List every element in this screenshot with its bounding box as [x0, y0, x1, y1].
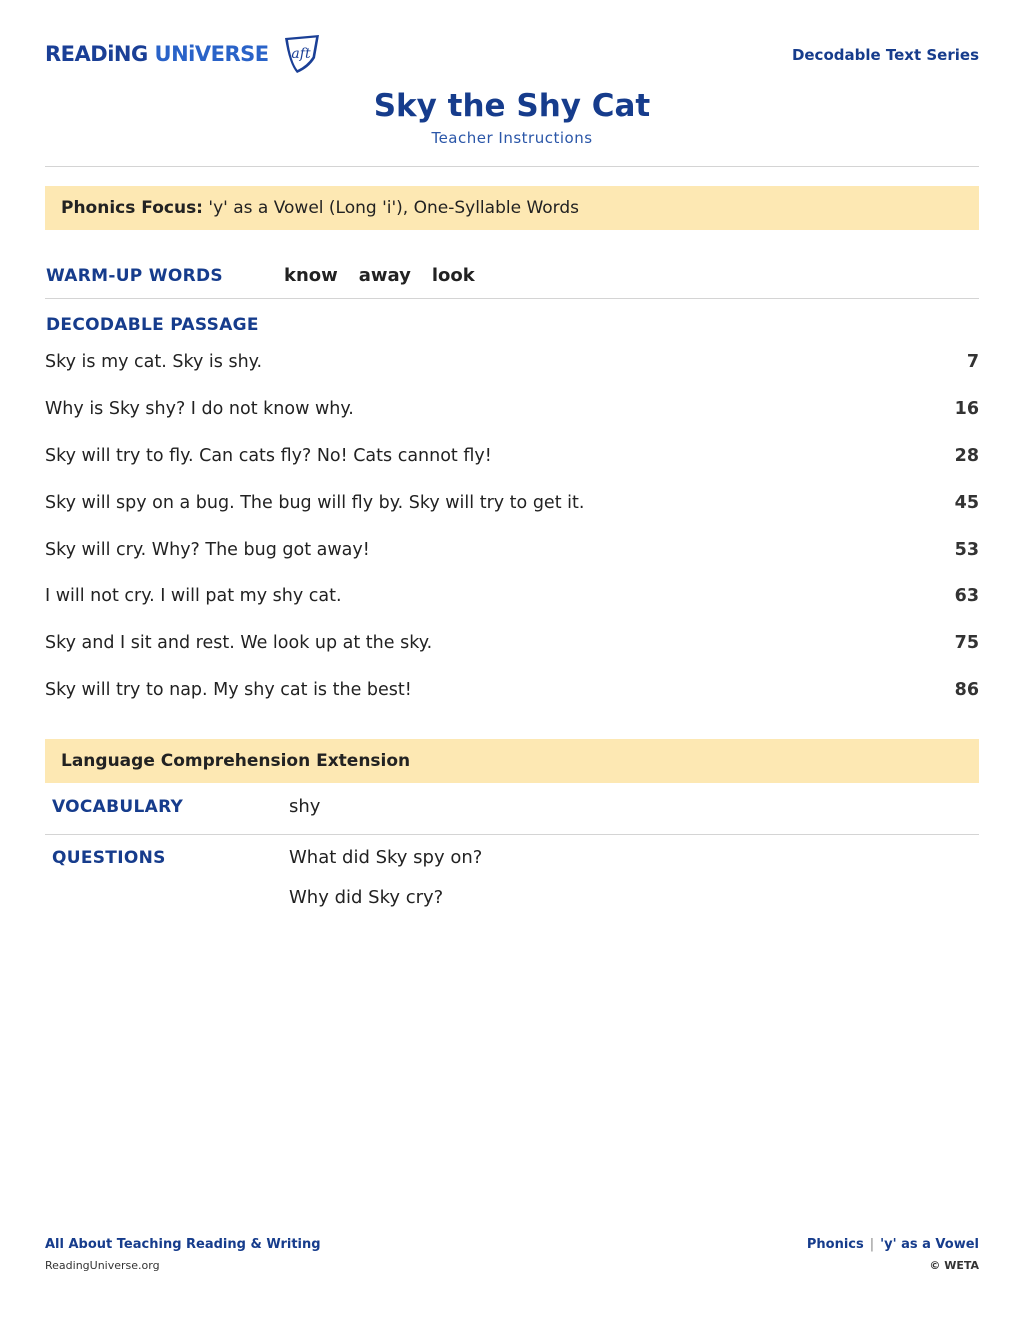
page-subtitle: Teacher Instructions	[431, 129, 593, 147]
word-count: 28	[954, 446, 979, 466]
passage-text: Why is Sky shy? I do not know why.	[45, 399, 354, 419]
passage-line	[45, 586, 979, 606]
phonics-focus-band	[45, 186, 979, 230]
passage-line	[45, 399, 979, 419]
vocabulary-label: VOCABULARY	[52, 797, 184, 817]
passage-line	[45, 493, 979, 513]
series-label: Decodable Text Series	[791, 46, 979, 64]
logo-wordmark: READiNG UNiVERSE	[45, 42, 269, 66]
passage-line	[45, 540, 979, 560]
divider	[45, 166, 979, 167]
extension-band	[45, 739, 979, 783]
word-count: 53	[954, 540, 979, 560]
word-count: 16	[954, 399, 979, 419]
word-count: 7	[966, 352, 979, 372]
passage-text: Sky will try to nap. My shy cat is the best!	[45, 680, 412, 700]
footer-copyright: © WETA	[929, 1259, 979, 1272]
word-count: 86	[954, 680, 979, 700]
passage-line	[45, 352, 979, 372]
questions-label: QUESTIONS	[52, 848, 166, 868]
question-item: Why did Sky cry?	[289, 887, 444, 908]
warmup-word: look	[431, 265, 475, 286]
passage-text: I will not cry. I will pat my shy cat.	[45, 586, 342, 606]
passage-text: Sky and I sit and rest. We look up at the sky.	[45, 633, 433, 653]
footer-separator: |	[869, 1237, 875, 1252]
footer-topic	[807, 1237, 979, 1252]
footer-subtopic-label: 'y' as a Vowel	[880, 1237, 979, 1252]
passage-line	[45, 446, 979, 466]
passage-line	[45, 680, 979, 700]
warmup-word: know	[284, 265, 338, 286]
divider	[45, 834, 979, 835]
footer-title: All About Teaching Reading & Writing	[45, 1237, 321, 1252]
footer-topic-label: Phonics	[806, 1237, 864, 1252]
passage-text: Sky will try to fly. Can cats fly? No! Cats cannot fly!	[45, 446, 492, 466]
divider	[45, 298, 979, 299]
decodable-passage-label: DECODABLE PASSAGE	[46, 315, 259, 335]
warmup-words-list	[284, 265, 475, 286]
question-item: What did Sky spy on?	[289, 847, 483, 868]
word-count: 75	[954, 633, 979, 653]
passage-text: Sky will spy on a bug. The bug will fly by. Sky will try to get it.	[45, 493, 585, 513]
footer-url[interactable]: ReadingUniverse.org	[45, 1259, 160, 1272]
phonics-focus-label: Phonics Focus:	[61, 198, 203, 218]
warmup-word: away	[358, 265, 411, 286]
word-count: 63	[954, 586, 979, 606]
phonics-focus-value: 'y' as a Vowel (Long 'i'), One-Syllable Words	[203, 198, 579, 218]
warmup-words-label: WARM-UP WORDS	[46, 266, 223, 286]
vocabulary-word: shy	[289, 796, 321, 817]
passage-text: Sky will cry. Why? The bug got away!	[45, 540, 370, 560]
passage-line	[45, 633, 979, 653]
page-title: Sky the Shy Cat	[373, 88, 651, 124]
aft-shield-icon	[279, 34, 323, 74]
passage-text: Sky is my cat. Sky is shy.	[45, 352, 263, 372]
extension-title: Language Comprehension Extension	[61, 751, 411, 771]
word-count: 45	[954, 493, 979, 513]
svg-text:aft: aft	[291, 46, 311, 62]
reading-universe-logo	[45, 34, 323, 74]
